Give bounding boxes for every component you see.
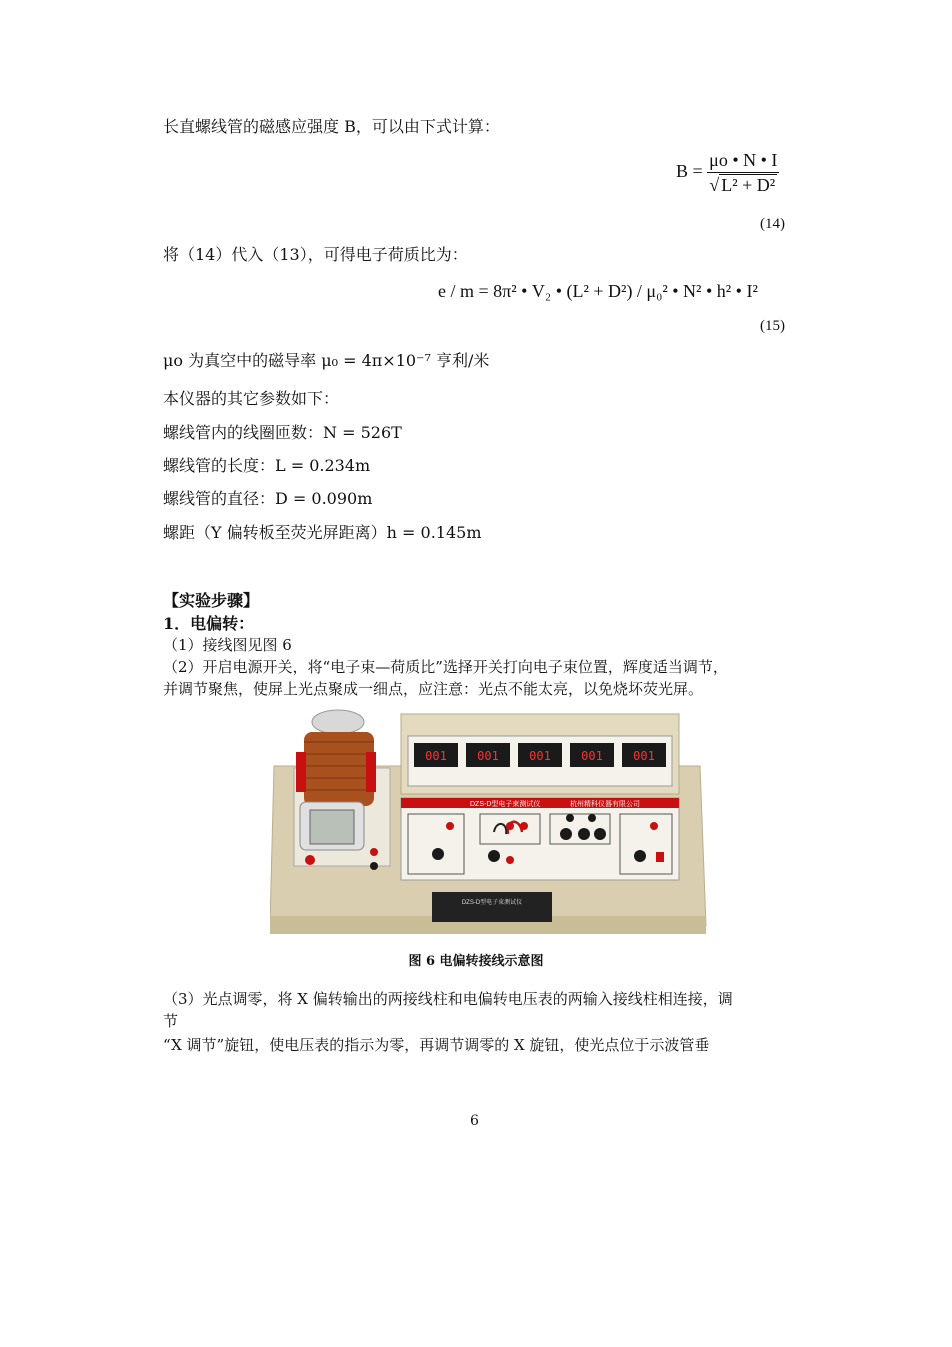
- eq14-numerator: μo • N • I: [707, 150, 779, 173]
- param-n: 螺线管内的线圈匝数：N = 526T: [163, 423, 402, 442]
- meter-5-reading: 001: [633, 749, 655, 763]
- equation-15: e / m = 8π² • V₂ • (L² + D²) / μ₀² • N² • h² • I²: [438, 281, 758, 301]
- eq14-denominator: √ L² + D²: [709, 175, 776, 195]
- eq14-lhs: B =: [676, 161, 703, 182]
- param-l: 螺线管的长度：L = 0.234m: [163, 456, 371, 475]
- meter-displays: [414, 743, 666, 767]
- intro-text: 长直螺线管的磁感应强度 B，可以由下式计算：: [163, 117, 500, 136]
- meter-1-reading: 001: [425, 749, 447, 763]
- step1-heading: 1．电偏转：: [163, 614, 255, 633]
- eq14-number: (14): [760, 216, 785, 232]
- param-h: 螺距（Y 偏转板至荧光屏距离）h = 0.145m: [163, 523, 482, 542]
- step1-item3-line3: “X 调节”旋钮，使电压表的指示为零，再调节调零的 X 旋钮，使光点位于示波管垂: [163, 1036, 710, 1054]
- eq14-fraction: [707, 150, 779, 196]
- meter-4-reading: 001: [581, 749, 603, 763]
- device-photo: [270, 706, 708, 934]
- plate-title: DZS-D型电子束测试仪: [461, 900, 523, 906]
- step1-item2-line1: （2）开启电源开关，将“电子束—荷质比”选择开关打向电子束位置，辉度适当调节，: [163, 658, 728, 676]
- maker-label: 杭州精科仪器有限公司: [570, 801, 640, 808]
- params-intro: 本仪器的其它参数如下：: [163, 389, 340, 408]
- step1-item1: （1）接线图见图 6: [163, 636, 292, 654]
- section-heading: 【实验步骤】: [163, 591, 260, 610]
- step1-item2-line2: 并调节聚焦，使屏上光点聚成一细点，应注意：光点不能太亮，以免烧坏荧光屏。: [163, 680, 704, 698]
- page-number: 6: [470, 1113, 479, 1129]
- param-d: 螺线管的直径：D = 0.090m: [163, 489, 373, 508]
- eq15-number: (15): [760, 318, 785, 334]
- equation-14: [676, 150, 779, 196]
- step1-item3-line2: 节: [163, 1012, 179, 1030]
- substitution-text: 将（14）代入（13），可得电子荷质比为：: [163, 245, 468, 264]
- permeability-text: μo 为真空中的磁导率 μ₀ = 4π×10⁻⁷ 亨利/米: [163, 351, 490, 370]
- meter-2-reading: 001: [477, 749, 499, 763]
- meter-3-reading: 001: [529, 749, 551, 763]
- figure-caption: 图 6 电偏转接线示意图: [408, 954, 544, 969]
- step1-item3-line1: （3）光点调零，将 X 偏转输出的两接线柱和电偏转电压表的两输入接线柱相连接，调: [163, 990, 733, 1008]
- panel-label: DZS-D型电子束测试仪: [470, 801, 541, 808]
